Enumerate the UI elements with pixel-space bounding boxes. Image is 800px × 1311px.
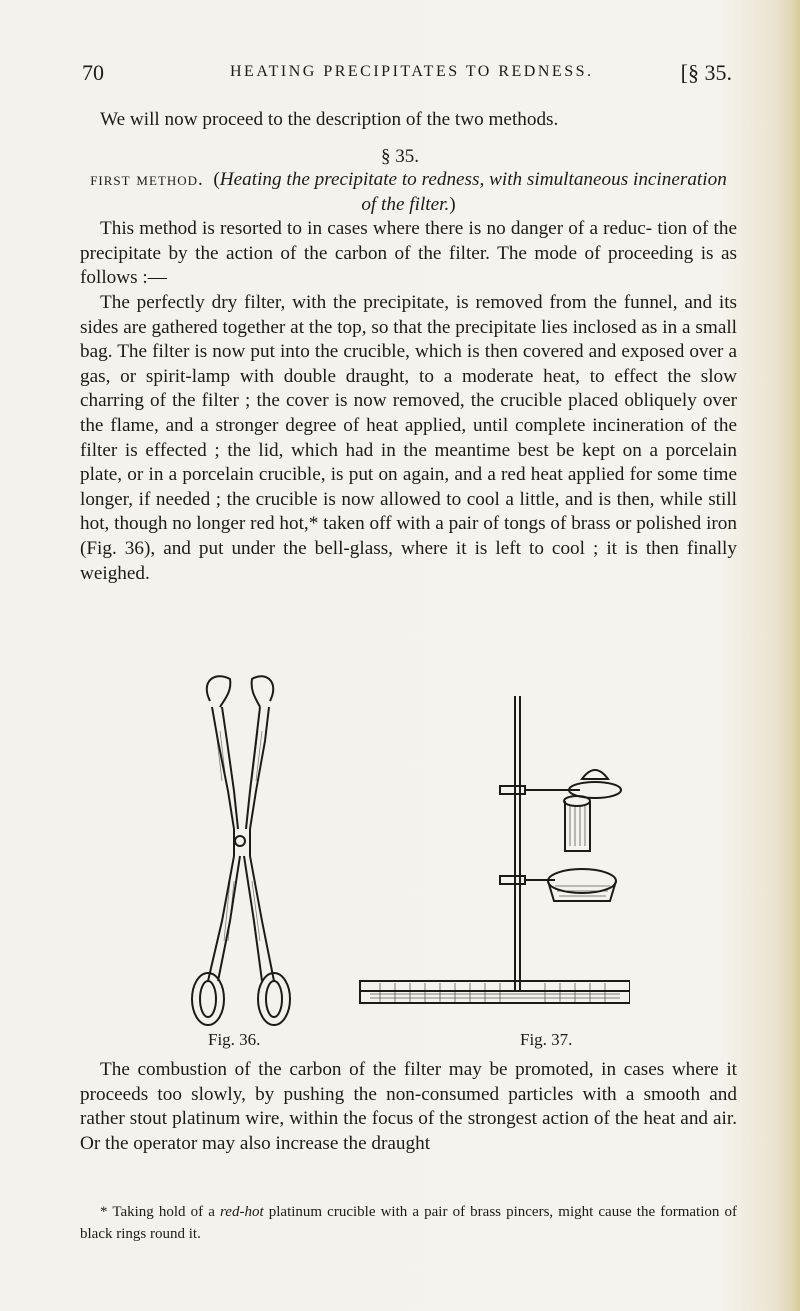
- running-title: HEATING PRECIPITATES TO REDNESS.: [230, 63, 594, 80]
- method-title-open: (: [213, 169, 220, 190]
- fig37-stand-illustration: [350, 691, 630, 1021]
- fig36-caption: Fig. 36.: [208, 1030, 261, 1049]
- method-title-close: ): [449, 193, 456, 215]
- intro-text: We will now proceed to the description of the two methods.: [100, 109, 559, 130]
- method-title: Heating the precipitate to redness, with simultaneous incineration of the filter.: [219, 169, 727, 215]
- body-text: [80, 168, 737, 586]
- fig37-caption: Fig. 37.: [520, 1030, 573, 1049]
- figures-block: [160, 671, 630, 1051]
- section-reference: [§ 35.: [680, 60, 732, 85]
- paragraph-2: The perfectly dry filter, with the precipitate, is removed from the funnel, and its sides are gathered together at the top, so that the precipitate lies inclosed as in a small bag. The filter is now put into the crucible, which is then covered and exposed over a gas, or spirit-lamp with double draught, to a moderate heat, to effect the slow charring of the filter ; the cover is now removed, the crucible placed obliquely over the flame, and a stronger degree of heat applied, until complete incineration of the filter is effected ; the lid, which had in the meantime best be kept on a porcelain plate, or in a porcelain crucible, is put on again, and a red heat applied for some time longer, if needed ; the crucible is now allowed to cool a little, and is then, while still hot, though no longer red hot,* taken off with a pair of tongs of brass or polished iron (Fig. 36), and put under the bell-glass, where it is left to cool ; it is then finally weighed.: [80, 291, 737, 584]
- section-heading: § 35.: [381, 146, 419, 167]
- method-label: first method.: [90, 169, 204, 190]
- intro-line: [80, 108, 737, 133]
- footnote-italic: red-hot: [220, 1204, 264, 1220]
- footnote-text: [80, 1201, 737, 1245]
- page-edge-shadow: [778, 0, 800, 1311]
- footnote: [80, 1201, 737, 1245]
- page-number: 70: [82, 60, 104, 85]
- footnote-prefix: * Taking hold of a: [100, 1204, 221, 1220]
- fig36-tongs-illustration: [170, 671, 310, 1031]
- paragraph-1: This method is resorted to in cases where there is no danger of a reduc‑ tion of the precipitate by the action of the carbon of the filter. The mode of proceeding is as follows :—: [80, 218, 737, 289]
- running-header: [82, 60, 732, 90]
- footnote-rest: platinum crucible with a pair of brass pincers, might cause the formation of black rings round it.: [80, 1204, 737, 1242]
- method-heading: [80, 168, 737, 217]
- after-figures-text: [80, 1058, 737, 1156]
- paragraph-3: The combustion of the carbon of the filter may be promoted, in cases where it proceeds too slowly, by pushing the non-consumed particles with a smooth and rather stout platinum wire, within the focus of the strongest action of the heat and air. Or the operator may also increase the draught: [80, 1059, 737, 1154]
